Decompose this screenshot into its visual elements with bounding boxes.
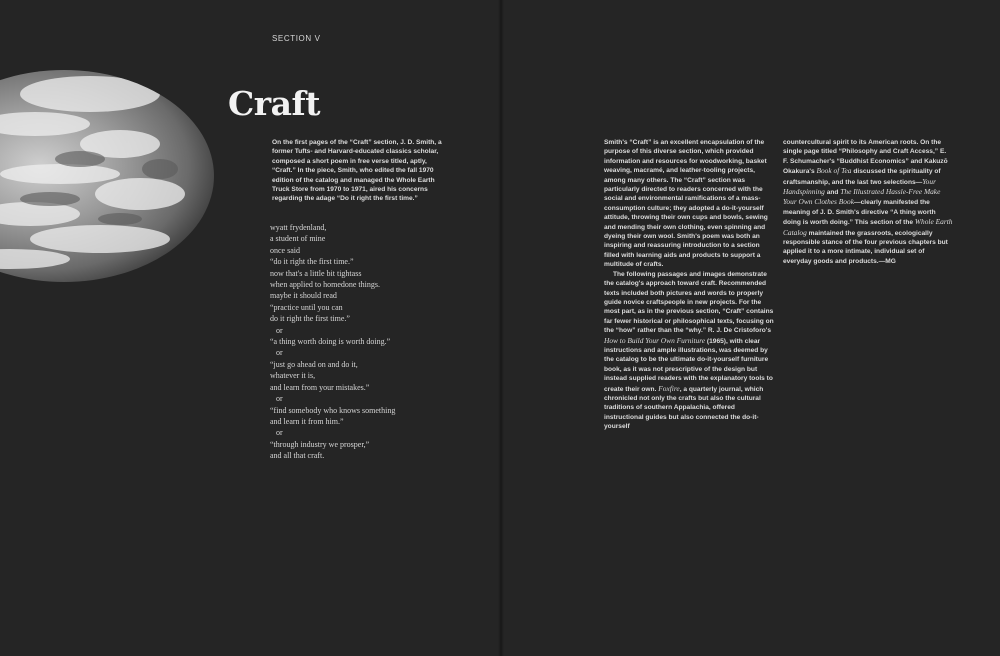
intro-paragraph xyxy=(272,138,444,204)
poem-line: now that's a little bit tightass xyxy=(270,268,362,278)
poem-line: “do it right the first time.” xyxy=(270,257,354,267)
poem-line: and all that craft. xyxy=(270,451,325,461)
poem-line: a student of mine xyxy=(270,234,326,244)
body-text: The following passages and images demonstrate the catalog's approach toward craft. Recommended texts included both pictures and words to properly guide novice craftspeople in new projects. For the most part, as in the previous section, “Craft” contains far fewer historical or philosophical texts, focusing on the “how” rather than the “why.” R. J. De Cristoforo's xyxy=(604,270,774,335)
poem-line: or xyxy=(270,428,283,438)
page-title: Craft xyxy=(228,84,320,123)
poem-line: “just go ahead on and do it, xyxy=(270,359,358,369)
poem-line: “a thing worth doing is worth doing.” xyxy=(270,337,391,347)
body-paragraph-3 xyxy=(783,138,953,266)
book-title: Foxfire xyxy=(658,383,680,393)
body-text: , a quarterly journal, which chronicled not only the crafts but also the cultural traditions of southern Appalachia, offered instructional guides but also connected the do-it-yourself xyxy=(604,385,764,431)
poem-line: “find somebody who knows something xyxy=(270,405,396,415)
poem-line: and learn it from him.” xyxy=(270,416,344,426)
poem-line: or xyxy=(270,348,283,358)
earth-photograph xyxy=(0,64,214,282)
body-text: maintained the grassroots, ecologically responsible stance of the four previous chapters but applied it to a more intimate, individual set of everyday goods and products.—MG xyxy=(783,229,948,265)
body-text: countercultural spirit to its American roots. On the single page titled “Philosophy and Craft Access,” E. F. Schumacher's “Buddhist Economics” and Kakuzō Okakura's xyxy=(783,139,948,176)
body-column-left xyxy=(604,138,774,432)
body-text: and xyxy=(824,189,841,197)
book-title: Your Handspinning xyxy=(783,176,936,197)
page-gutter xyxy=(498,0,504,656)
poem-line: and learn from your mistakes.” xyxy=(270,382,370,392)
body-column-right xyxy=(783,138,953,266)
poem xyxy=(270,222,470,462)
book-title: Whole Earth Catalog xyxy=(783,217,953,237)
body-text: (1965), with clear instructions and ample illustrations, was deemed by the catalog to be the ultimate do-it-yourself furniture book, as it was not prescriptive of the design but instead supplied readers with the explanatory tools to create their own. xyxy=(604,337,773,393)
poem-line: or xyxy=(270,325,283,335)
body-paragraph-1: Smith's “Craft” is an excellent encapsulation of the purpose of this diverse section, which provided information and resources for woodworking, basket weaving, macramé, and leather-tooling projects, among many others. The “Craft” section was particularly directed to readers concerned with the social and environmental ramifications of a mass-consumption culture; they adopted a do-it-yourself attitude, throwing their own cups and bowls, sewing and mending their own clothing, even spinning and dyeing their own wool. Smith's poem was both an inspiring and reassuring introduction to a section filled with learning aids and products to support a multitude of crafts. xyxy=(604,139,768,269)
book-title: How to Build Your Own Furniture xyxy=(604,335,706,345)
poem-line: wyatt frydenland, xyxy=(270,223,327,232)
body-paragraph-2 xyxy=(604,270,774,432)
poem-line: maybe it should read xyxy=(270,291,337,301)
book-title: The Illustrated Hassle-Free Make Your Own Clothes Book xyxy=(783,187,941,207)
intro-text: On the first pages of the “Craft” section, J. D. Smith, a former Tufts- and Harvard-educated classics scholar, composed a short poem in free verse titled, aptly, “Craft.” In the piece, Smith, who edited the fall 1970 edition of the catalog and managed the Whole Earth Truck Store from 1970 to 1971, aired his concerns regarding the adage “Do it right the first time.” xyxy=(272,139,442,203)
poem-line: when applied to homedone things. xyxy=(270,280,380,290)
section-label: SECTION V xyxy=(272,34,321,43)
poem-line: do it right the first time.” xyxy=(270,314,350,324)
body-text: discussed the spirituality of craftsmanship, and the last two selections— xyxy=(783,168,941,186)
poem-line: or xyxy=(270,394,283,404)
poem-line: “practice until you can xyxy=(270,302,343,312)
poem-line: once said xyxy=(270,245,300,255)
body-text: —clearly manifested the meaning of J. D. Smith's directive “A thing worth doing is worth doing.” This section of the xyxy=(783,199,936,227)
book-title: Book of Tea xyxy=(816,166,852,176)
poem-line: whatever it is, xyxy=(270,371,316,381)
poem-line: “through industry we prosper,” xyxy=(270,439,370,449)
